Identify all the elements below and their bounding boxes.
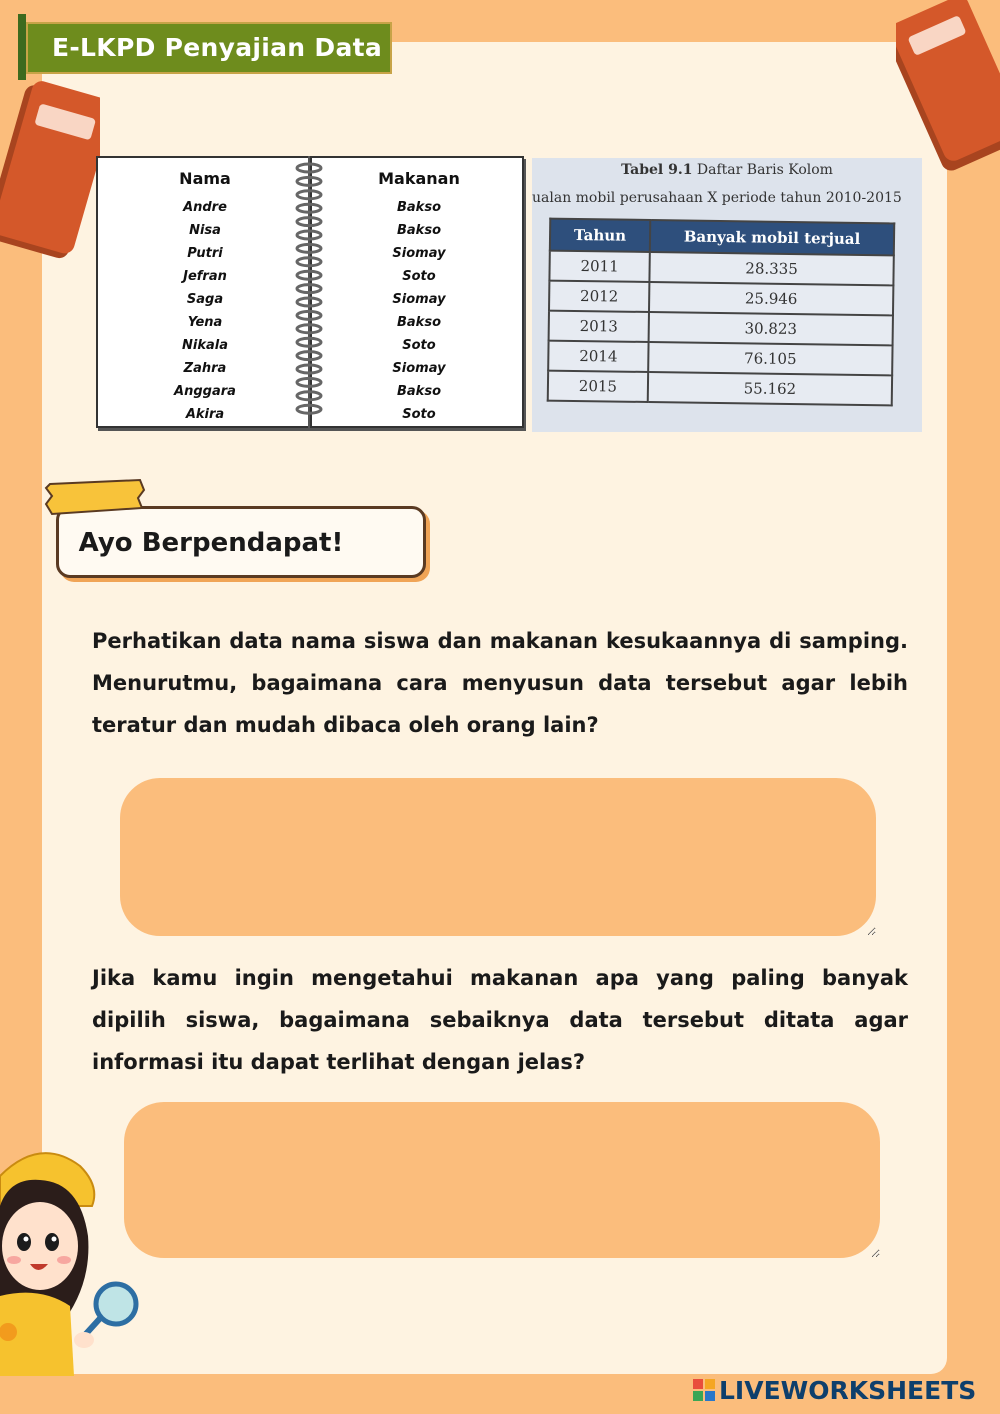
sales-cell: 30.823 bbox=[649, 312, 893, 345]
tape-icon bbox=[44, 478, 148, 516]
food-cell: Bakso bbox=[397, 315, 441, 330]
liveworksheets-brand-text: LIVEWORKSHEETS bbox=[719, 1376, 977, 1405]
year-cell: 2015 bbox=[548, 371, 648, 402]
answer-input-1[interactable] bbox=[120, 778, 876, 936]
table-row bbox=[548, 371, 892, 406]
food-cell: Soto bbox=[402, 407, 436, 422]
year-cell: 2011 bbox=[549, 251, 649, 282]
food-column bbox=[312, 168, 526, 426]
sales-cell: 55.162 bbox=[648, 372, 892, 405]
girl-with-magnifier-illustration bbox=[0, 1136, 150, 1376]
food-cell: Soto bbox=[402, 269, 436, 284]
name-cell: Zahra bbox=[183, 361, 227, 376]
badge-label: Ayo Berpendapat! bbox=[78, 528, 344, 558]
page-title: E-LKPD Penyajian Data bbox=[26, 22, 392, 74]
table-subcaption: ualan mobil perusahaan X periode tahun 2010-2015 bbox=[532, 190, 902, 206]
name-column bbox=[98, 168, 312, 426]
table-header-year: Tahun bbox=[550, 219, 650, 252]
year-cell: 2014 bbox=[548, 341, 648, 372]
food-cell: Siomay bbox=[392, 361, 446, 376]
table-row bbox=[549, 251, 893, 286]
liveworksheets-logo[interactable] bbox=[693, 1374, 976, 1408]
photo-table-image bbox=[532, 158, 922, 432]
food-cell: Bakso bbox=[397, 200, 441, 215]
food-column-header: Makanan bbox=[378, 169, 460, 188]
sales-cell: 76.105 bbox=[648, 342, 892, 375]
banner-accent bbox=[18, 14, 26, 80]
question-2: Jika kamu ingin mengetahui makanan apa yang paling banyak dipilih siswa, bagaimana sebaiknya data tersebut ditata agar informasi itu dapat terlihat dengan jelas? bbox=[92, 966, 908, 1074]
name-cell: Nisa bbox=[189, 223, 221, 238]
food-cell: Bakso bbox=[397, 223, 441, 238]
table-row bbox=[549, 311, 893, 346]
name-cell: Akira bbox=[185, 407, 225, 422]
food-cell: Siomay bbox=[392, 246, 446, 261]
sales-cell: 28.335 bbox=[649, 252, 893, 285]
spiral-binding-icon bbox=[294, 156, 324, 428]
liveworksheets-mark-icon bbox=[693, 1379, 715, 1401]
notebook-data bbox=[96, 156, 524, 430]
name-cell: Nikala bbox=[182, 338, 228, 353]
notebook-right-page bbox=[310, 156, 524, 428]
name-cell: Saga bbox=[186, 292, 224, 307]
year-cell: 2013 bbox=[549, 311, 649, 342]
table-row bbox=[549, 281, 893, 316]
section-badge bbox=[44, 478, 428, 582]
notebook-left-page bbox=[96, 156, 310, 428]
name-cell: Andre bbox=[183, 200, 227, 215]
name-cell: Putri bbox=[187, 246, 223, 261]
name-cell: Anggara bbox=[174, 384, 236, 399]
book-icon bbox=[0, 78, 100, 264]
name-cell: Jefran bbox=[183, 269, 227, 284]
sales-cell: 25.946 bbox=[649, 282, 893, 315]
answer-input-2[interactable] bbox=[124, 1102, 880, 1258]
name-column-header: Nama bbox=[179, 169, 231, 188]
table-caption: Tabel 9.1 Daftar Baris Kolom bbox=[621, 162, 833, 178]
year-cell: 2012 bbox=[549, 281, 649, 312]
food-cell: Bakso bbox=[397, 384, 441, 399]
book-icon bbox=[896, 0, 1000, 174]
table-row bbox=[548, 341, 892, 376]
name-cell: Yena bbox=[187, 315, 223, 330]
badge-card bbox=[56, 506, 426, 578]
car-sales-table bbox=[547, 218, 896, 407]
question-1: Perhatikan data nama siswa dan makanan kesukaannya di samping. Menurutmu, bagaimana cara menyusun data tersebut agar lebih teratur dan mudah dibaca oleh orang lain? bbox=[92, 629, 908, 737]
table-header-sales: Banyak mobil terjual bbox=[650, 220, 894, 255]
food-cell: Soto bbox=[402, 338, 436, 353]
food-cell: Siomay bbox=[392, 292, 446, 307]
